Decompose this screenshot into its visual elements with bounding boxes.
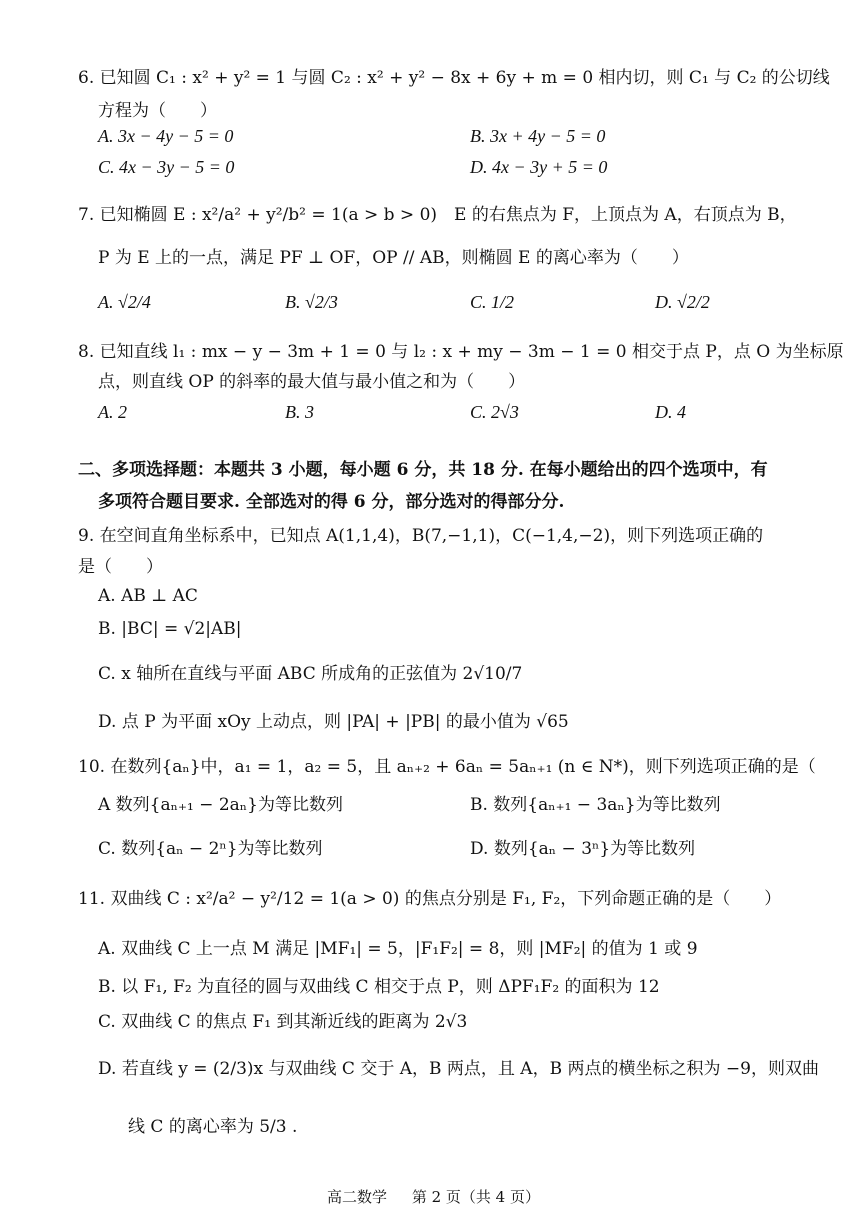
q6-option-d: D. 4x − 3y + 5 = 0 (470, 157, 608, 177)
q10-option-c: C. 数列{aₙ − 2ⁿ}为等比数列 (98, 839, 323, 859)
q6-option-c: C. 4x − 3y − 5 = 0 (98, 157, 235, 177)
q10-stem-line1: 10. 在数列{aₙ}中，a₁ = 1，a₂ = 5，且 aₙ₊₂ + 6aₙ = 5aₙ₊₁ (n ∈ N*)，则下列选项正确的是（ (78, 757, 816, 777)
q10-option-b: B. 数列{aₙ₊₁ − 3aₙ}为等比数列 (470, 795, 721, 815)
section2-heading-line2: 多项符合题目要求. 全部选对的得 6 分，部分选对的得部分分. (98, 492, 565, 512)
q10-option-d: D. 数列{aₙ − 3ⁿ}为等比数列 (470, 839, 696, 859)
q8-option-d: D. 4 (655, 402, 686, 422)
q9-option-d: D. 点 P 为平面 xOy 上动点，则 |PA| + |PB| 的最小值为 √65 (98, 712, 569, 732)
q11-option-b: B. 以 F₁, F₂ 为直径的圆与双曲线 C 相交于点 P，则 ΔPF₁F₂ 的面积为 12 (98, 977, 660, 997)
q6-option-a: A. 3x − 4y − 5 = 0 (98, 126, 234, 146)
q6-option-b: B. 3x + 4y − 5 = 0 (470, 126, 606, 146)
q8-stem-line2: 点，则直线 OP 的斜率的最大值与最小值之和为（ ） (98, 372, 526, 392)
q8-option-a: A. 2 (98, 402, 127, 422)
q11-option-a: A. 双曲线 C 上一点 M 满足 |MF₁| = 5，|F₁F₂| = 8，则 |MF₂| 的值为 1 或 9 (98, 939, 698, 959)
page-footer (0, 1186, 867, 1207)
q10-option-a: A 数列{aₙ₊₁ − 2aₙ}为等比数列 (98, 795, 343, 815)
q8-option-c: C. 2√3 (470, 402, 519, 422)
q11-option-c: C. 双曲线 C 的焦点 F₁ 到其渐近线的距离为 2√3 (98, 1012, 468, 1032)
q7-stem-line2: P 为 E 上的一点，满足 PF ⊥ OF，OP // AB，则椭圆 E 的离心率为（ ） (98, 248, 689, 268)
footer-page-number: 第 2 页（共 4 页） (411, 1188, 540, 1206)
q11-stem-line1: 11. 双曲线 C : x²/a² − y²/12 = 1(a > 0) 的焦点分别是 F₁, F₂，下列命题正确的是（ ） (78, 889, 782, 909)
q9-stem-line2: 是（ ） (78, 557, 163, 577)
q9-option-c: C. x 轴所在直线与平面 ABC 所成角的正弦值为 2√10/7 (98, 664, 523, 684)
q8-option-b: B. 3 (285, 402, 314, 422)
q7-stem-line1: 7. 已知椭圆 E : x²/a² + y²/b² = 1(a > b > 0) E 的右焦点为 F，上顶点为 A，右顶点为 B， (78, 205, 797, 225)
section2-heading-line1: 二、多项选择题：本题共 3 小题，每小题 6 分，共 18 分. 在每小题给出的四个选项中，有 (78, 460, 768, 480)
q9-option-b: B. |BC| = √2|AB| (98, 619, 242, 639)
q6-stem-line2: 方程为（ ） (98, 101, 217, 121)
q9-option-a: A. AB ⊥ AC (98, 586, 198, 606)
q7-option-c: C. 1/2 (470, 292, 515, 312)
q11-option-d-line1: D. 若直线 y = (2/3)x 与双曲线 C 交于 A，B 两点，且 A，B 两点的横坐标之积为 −9，则双曲 (98, 1059, 819, 1079)
q9-stem-line1: 9. 在空间直角坐标系中，已知点 A(1,1,4)，B(7,−1,1)，C(−1,4,−2)，则下列选项正确的 (78, 526, 764, 546)
q8-stem-line1: 8. 已知直线 l₁ : mx − y − 3m + 1 = 0 与 l₂ : x + my − 3m − 1 = 0 相交于点 P，点 O 为坐标原 (78, 342, 844, 362)
q7-option-b: B. √2/3 (285, 292, 338, 312)
q6-stem-line1: 6. 已知圆 C₁ : x² + y² = 1 与圆 C₂ : x² + y² − 8x + 6y + m = 0 相内切，则 C₁ 与 C₂ 的公切线 (78, 68, 830, 88)
q7-option-a: A. √2/4 (98, 292, 151, 312)
q11-option-d-line2: 线 C 的离心率为 5/3 . (128, 1117, 298, 1137)
footer-subject: 高二数学 (327, 1188, 388, 1206)
q7-option-d: D. √2/2 (655, 292, 710, 312)
